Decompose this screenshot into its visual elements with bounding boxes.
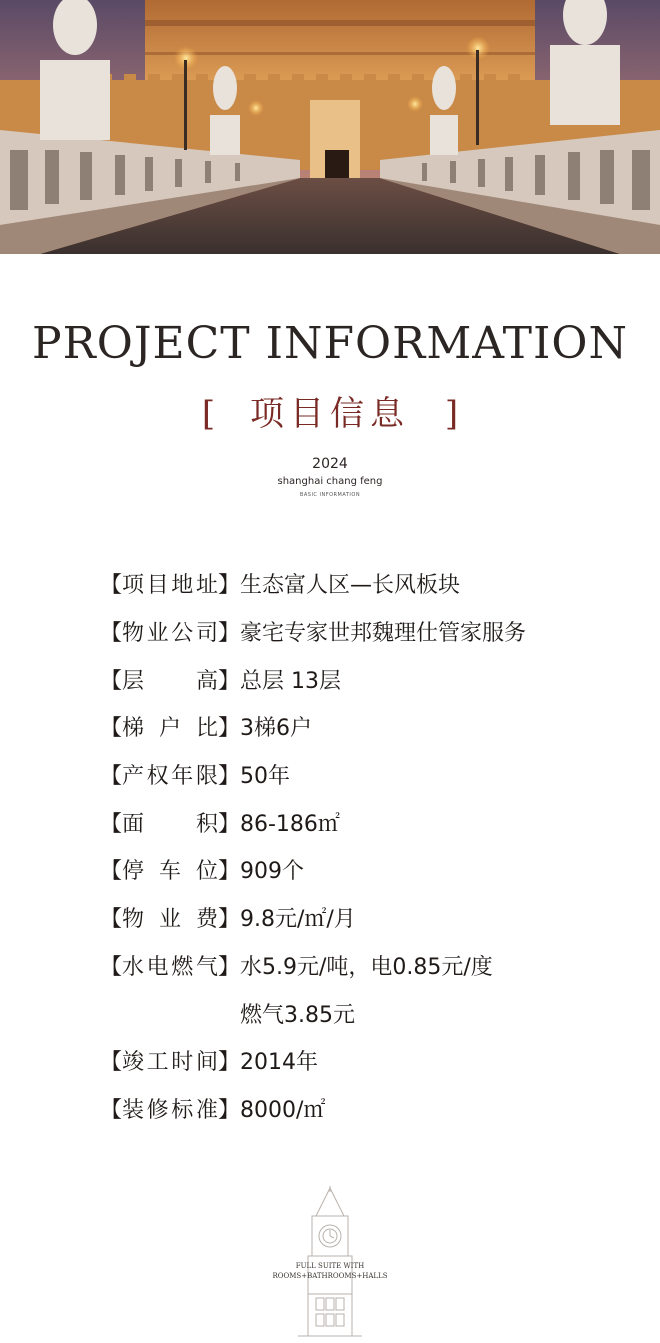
info-value: 50年: [240, 764, 290, 790]
info-value: 8000/㎡: [240, 1097, 326, 1123]
year-label: 2024: [312, 456, 348, 472]
info-row: [100, 703, 640, 751]
info-row: [100, 1037, 640, 1085]
label-text: 装 修 标 准: [122, 1097, 218, 1123]
label-bracket-close: 】: [217, 621, 240, 647]
label-text: 水 电 燃 气: [122, 954, 218, 980]
info-row: [100, 989, 640, 1037]
hero-photo: [0, 0, 660, 254]
info-row: [100, 1085, 640, 1133]
page-subtitle: [0, 386, 660, 435]
subtitle-text: 项目信息: [250, 394, 410, 434]
label-bracket-open: 【: [100, 859, 123, 885]
label-bracket-close: 】: [217, 859, 240, 885]
info-value: 909个: [240, 859, 304, 885]
info-label: [100, 616, 240, 647]
label-bracket-close: 】: [217, 1050, 240, 1076]
label-bracket-close: 】: [217, 954, 240, 980]
info-value: 豪宅专家世邦魏理仕管家服务: [240, 621, 527, 647]
small-caption: BASIC INFORMATION: [299, 492, 361, 498]
label-text: 竣 工 时 间: [122, 1050, 218, 1076]
label-bracket-open: 【: [100, 1097, 123, 1123]
info-label: [100, 854, 240, 885]
label-text: 层 高: [122, 668, 218, 694]
clock-tower-icon: [268, 1186, 392, 1339]
label-text: 产 权 年 限: [122, 764, 218, 790]
castle-bridge-photo: [0, 0, 660, 254]
label-bracket-close: 】: [217, 1097, 240, 1123]
label-bracket-open: 【: [100, 621, 123, 647]
info-row: [100, 608, 640, 656]
info-value: 生态富人区—长风板块: [240, 573, 461, 599]
label-bracket-open: 【: [100, 907, 123, 933]
subtitle-bracket-close: ]: [444, 394, 459, 434]
label-bracket-open: 【: [100, 764, 123, 790]
info-label: [100, 711, 240, 742]
info-row: [100, 560, 640, 608]
label-bracket-open: 【: [100, 573, 123, 599]
info-value: 燃气3.85元: [240, 1002, 355, 1028]
info-label: [100, 950, 240, 981]
label-text: 梯 户 比: [122, 716, 218, 742]
label-bracket-close: 】: [217, 811, 240, 837]
label-text: 物 业 费: [122, 907, 218, 933]
info-label: [100, 1045, 240, 1076]
logo-line2: ROOMS+BATHROOMS+HALLS: [272, 1272, 388, 1280]
label-text: 停 车 位: [122, 859, 218, 885]
info-row: [100, 798, 640, 846]
label-bracket-open: 【: [100, 811, 123, 837]
label-bracket-open: 【: [100, 668, 123, 694]
info-row: [100, 894, 640, 942]
info-value: 总层 13层: [240, 668, 341, 694]
label-text: 面 积: [122, 811, 218, 837]
label-bracket-open: 【: [100, 954, 123, 980]
info-label: [100, 664, 240, 695]
info-label: [100, 902, 240, 933]
info-value: 2014年: [240, 1050, 318, 1076]
info-value: 3梯6户: [240, 716, 312, 742]
page-title: PROJECT INFORMATION: [32, 318, 628, 369]
label-text: 物 业 公 司: [122, 621, 218, 647]
label-bracket-open: 【: [100, 716, 123, 742]
info-row: [100, 655, 640, 703]
logo-graphic: [268, 1186, 392, 1339]
info-row: [100, 942, 640, 990]
logo-line1: FULL SUITE WITH: [295, 1262, 365, 1270]
info-value: 水5.9元/吨，电0.85元/度: [240, 954, 493, 980]
info-row: [100, 846, 640, 894]
tagline: shanghai chang feng: [277, 476, 383, 487]
info-list: [100, 560, 640, 1132]
label-bracket-close: 】: [217, 668, 240, 694]
subtitle-bracket-open: [: [201, 394, 216, 434]
label-bracket-close: 】: [217, 764, 240, 790]
info-value: 86-186㎡: [240, 811, 340, 837]
label-bracket-close: 】: [217, 573, 240, 599]
info-value: 9.8元/㎡/月: [240, 907, 356, 933]
info-label: [100, 759, 240, 790]
label-bracket-close: 】: [217, 907, 240, 933]
label-bracket-open: 【: [100, 1050, 123, 1076]
info-row: [100, 751, 640, 799]
info-label: [100, 807, 240, 838]
label-bracket-close: 】: [217, 716, 240, 742]
info-label: [100, 1093, 240, 1124]
info-label: [100, 568, 240, 599]
label-text: 项 目 地 址: [122, 573, 218, 599]
